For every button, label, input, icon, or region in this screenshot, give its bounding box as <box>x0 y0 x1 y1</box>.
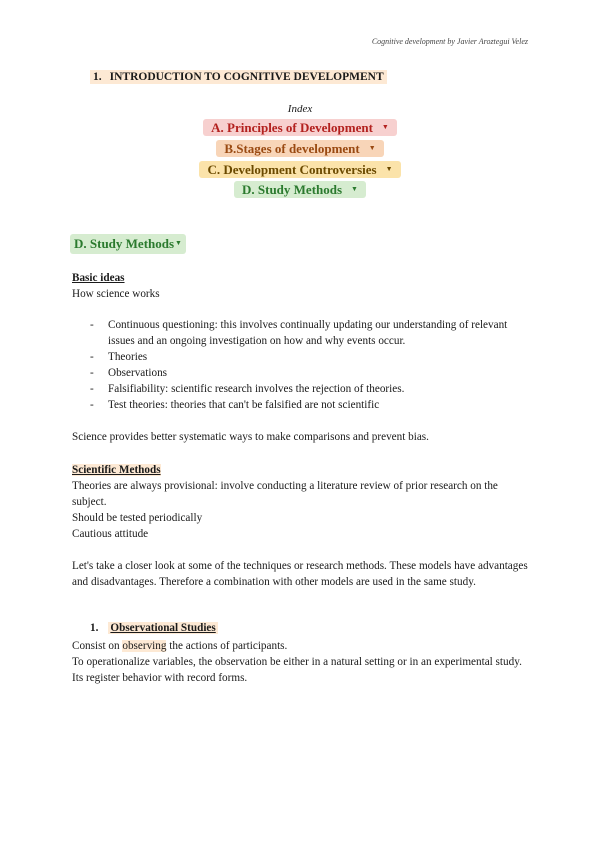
chapter-title <box>90 70 387 84</box>
index-item-stages[interactable] <box>0 141 600 157</box>
observational-paragraph: To operationalize variables, the observation be either in a natural setting or in an experimental study. Its register behavior with record forms. <box>72 656 522 684</box>
list-item: - Falsifiability: scientific research involves the rejection of theories. <box>72 381 512 397</box>
scientific-methods-label: Scientific Methods <box>72 464 161 476</box>
observational-highlight: observing <box>122 640 167 652</box>
running-header: Cognitive development by Javier Aroztegui Velez <box>371 37 528 46</box>
observational-line1-post: the actions of participants. <box>166 640 288 652</box>
basic-ideas-summary: Science provides better systematic ways to make comparisons and prevent bias. <box>72 431 429 443</box>
chapter-title-text: INTRODUCTION TO COGNITIVE DEVELOPMENT <box>109 71 384 83</box>
list-item: - Continuous questioning: this involves continually updating our understanding of relevant issues and an ongoing investigation on how and why events occur. <box>72 317 512 349</box>
observational-line1-pre: Consist on <box>72 640 123 652</box>
list-item: - Observations <box>72 365 512 381</box>
basic-ideas-intro: How science works <box>72 288 160 300</box>
caret-down-icon: ▼ <box>351 185 358 193</box>
scientific-methods-label-row <box>72 462 532 478</box>
scientific-methods-paragraph: Let's take a closer look at some of the techniques or research methods. These models have advantages and disadvantages. Therefore a combination with other models are used in the same study. <box>72 560 528 588</box>
index-item-study-methods[interactable] <box>0 182 600 198</box>
caret-down-icon: ▼ <box>385 165 393 173</box>
index-link-controversies[interactable]: C. Development Controversies <box>207 162 377 177</box>
basic-ideas-label: Basic ideas <box>72 272 125 284</box>
observational-number: 1. <box>90 622 99 634</box>
list-item: - Test theories: theories that can't be falsified are not scientific <box>72 397 512 413</box>
scientific-methods-line3: Cautious attitude <box>72 528 149 540</box>
chapter-number: 1. <box>93 71 102 83</box>
caret-down-icon: ▼ <box>381 123 389 131</box>
observational-heading <box>90 622 218 634</box>
index-item-controversies[interactable] <box>0 162 600 178</box>
index-label: Index <box>287 103 313 115</box>
list-item: - Theories <box>72 349 512 365</box>
observational-line1 <box>72 638 532 654</box>
scientific-methods-line2: Should be tested periodically <box>72 512 203 524</box>
scientific-methods-line1: Theories are always provisional: involve conducting a literature review of prior research on the subject. <box>72 480 498 508</box>
basic-ideas-list <box>72 317 512 413</box>
caret-down-icon: ▼ <box>175 239 182 247</box>
index-link-principles[interactable]: A. Principles of Development <box>211 120 373 135</box>
index-link-stages[interactable]: B.Stages of development <box>224 141 360 156</box>
index-item-principles[interactable] <box>0 120 600 136</box>
section-heading-text: D. Study Methods <box>74 236 175 251</box>
observational-title: Observational Studies <box>110 622 216 634</box>
index-link-study-methods[interactable]: D. Study Methods <box>242 182 343 197</box>
section-heading-study-methods <box>70 234 186 254</box>
caret-down-icon: ▼ <box>368 144 376 152</box>
